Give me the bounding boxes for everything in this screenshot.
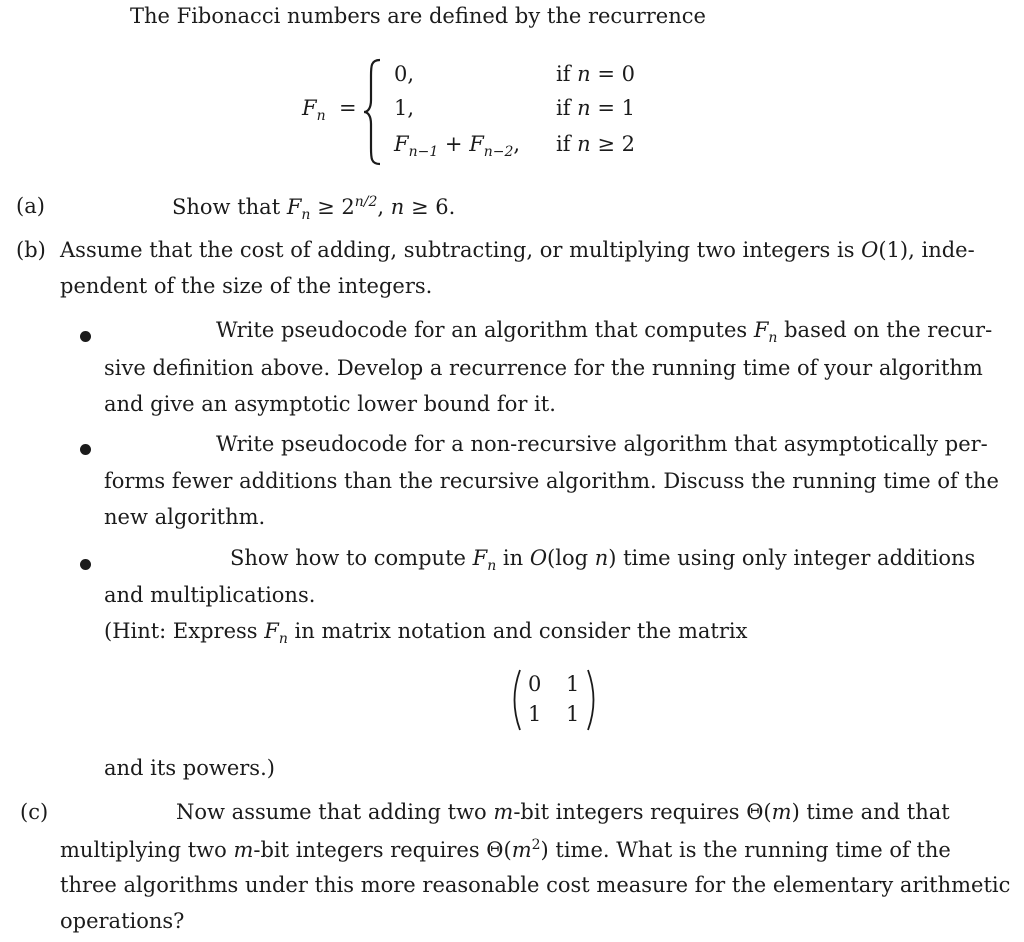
part-c-line1: Now assume that adding two m-bit integers requires Θ(m) time and that <box>176 800 950 824</box>
bullet2-line3: new algorithm. <box>104 505 266 529</box>
bullet3-line2: and multiplications. <box>104 583 316 607</box>
part-c-line4: operations? <box>60 909 185 933</box>
bullet1-line2: sive definition above. Develop a recurrence for the running time of your algorithm <box>104 356 983 380</box>
matrix-cell: 1 <box>566 672 580 696</box>
bullet-icon <box>80 559 91 570</box>
part-b-label: (b) <box>16 238 46 262</box>
intro-text: The Fibonacci numbers are defined by the recurrence <box>130 4 706 28</box>
part-a-text: Show that $F_n \ge 2^{n/2}$, n ≥ 6. <box>172 194 456 224</box>
bullet2-line1: Write pseudocode for a non-recursive algorithm that asymptotically per- <box>216 432 988 456</box>
bullet3-line1: Show how to compute $F_n$ in O(log n) time using only integer additions <box>230 546 976 575</box>
part-b-intro-line1: Assume that the cost of adding, subtracting, or multiplying two integers is O(1), inde- <box>60 238 975 262</box>
case-condition-0: if n = 0 <box>556 62 636 86</box>
matrix-cell: 0 <box>528 672 542 696</box>
case-condition-2: if n ≥ 2 <box>556 132 636 156</box>
case-value-2: $F_{n-1} + F_{n-2}$, <box>394 132 521 161</box>
bullet-icon <box>80 444 91 455</box>
part-c-line3: three algorithms under this more reasonable cost measure for the elementary arithmetic <box>60 873 1011 897</box>
part-c-label: (c) <box>20 800 49 824</box>
left-paren-icon <box>508 668 522 732</box>
bullet3-line4: and its powers.) <box>104 756 275 780</box>
left-brace-icon <box>363 58 383 166</box>
definition-lhs: $F_n$ = <box>302 96 357 125</box>
part-b-intro-line2: pendent of the size of the integers. <box>60 274 433 298</box>
bullet-icon <box>80 331 91 342</box>
case-value-1: 1, <box>394 96 415 120</box>
case-value-0: 0, <box>394 62 415 86</box>
matrix-cell: 1 <box>566 702 580 726</box>
case-condition-1: if n = 1 <box>556 96 636 120</box>
bullet1-line1: Write pseudocode for an algorithm that computes $F_n$ based on the recur- <box>216 318 993 347</box>
hint-matrix <box>508 668 600 732</box>
part-c-line2: multiplying two m-bit integers requires $\Theta(m^2)$ time. What is the running time of the <box>60 837 951 862</box>
part-a-label: (a) <box>16 194 45 218</box>
right-paren-icon <box>586 668 600 732</box>
bullet2-line2: forms fewer additions than the recursive algorithm. Discuss the running time of the <box>104 469 999 493</box>
matrix-cell: 1 <box>528 702 542 726</box>
bullet1-line3: and give an asymptotic lower bound for it. <box>104 392 556 416</box>
bullet3-line3: (Hint: Express $F_n$ in matrix notation and consider the matrix <box>104 619 748 648</box>
